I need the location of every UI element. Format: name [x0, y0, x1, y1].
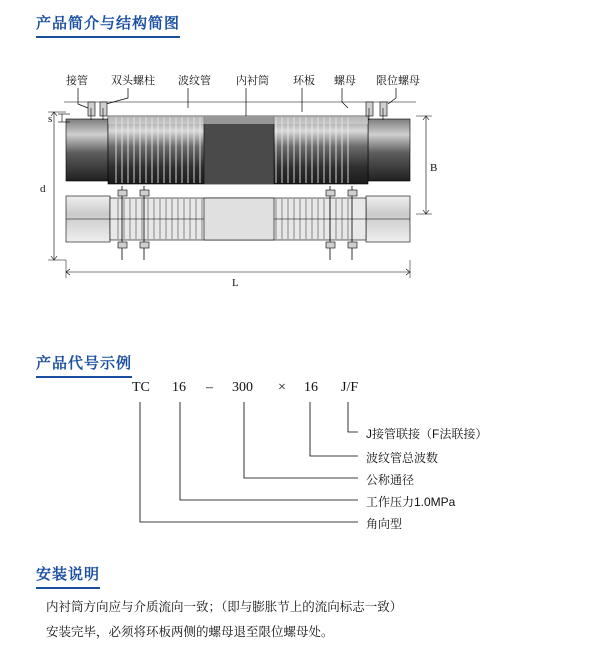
code-legend-3: 工作压力1.0MPa: [366, 495, 456, 509]
callout-label-5: 螺母: [334, 75, 356, 87]
section-title-intro: [36, 12, 180, 38]
dim-label-B: B: [430, 162, 438, 174]
code-token-model: TC: [132, 380, 150, 395]
section-title-code-text: 产品代号示例: [36, 355, 133, 372]
section-title-install-text: 安装说明: [36, 566, 101, 583]
install-note-1: 安装完毕，必须将环板两侧的螺母退至限位螺母处。: [46, 624, 334, 639]
callout-label-6: 限位螺母: [376, 75, 420, 87]
install-note-0: 内衬筒方向应与介质流向一致；（即与膨胀节上的流向标志一致）: [46, 600, 403, 614]
code-leader-lines: [36, 380, 564, 545]
section-title-install: [36, 563, 100, 589]
callout-label-1: 双头螺柱: [111, 75, 155, 87]
section-title-code: [36, 352, 132, 378]
structure-diagram: [36, 64, 564, 294]
section-title-underline-3: [36, 587, 100, 589]
code-legend-2: 公称通径: [366, 473, 415, 487]
product-code-example: [36, 380, 564, 545]
install-notes: [46, 598, 566, 648]
callout-label-3: 内衬筒: [236, 75, 269, 87]
section-title-intro-text: 产品简介与结构简图: [36, 15, 181, 32]
code-legend-1: 波纹管总波数: [366, 451, 439, 465]
callout-label-2: 波纹管: [178, 75, 211, 87]
code-token-diameter: 300: [232, 380, 253, 395]
code-legend-0: J接管联接（F法联接）: [366, 427, 488, 441]
diagram-callout-labels: [66, 73, 420, 87]
upper-left-studs: [88, 102, 107, 120]
code-token-connect: J/F: [341, 380, 359, 395]
dim-label-L: L: [232, 277, 239, 289]
code-token-pressure: 16: [172, 380, 186, 395]
code-token-dash: –: [206, 380, 213, 395]
callout-label-4: 环板: [293, 75, 315, 87]
code-token-times: ×: [278, 380, 286, 395]
code-token-waves: 16: [304, 380, 318, 395]
section-title-underline: [36, 36, 180, 38]
callout-label-0: 接管: [66, 75, 88, 87]
dim-label-s: s: [48, 113, 53, 125]
code-legend-4: 角向型: [366, 517, 403, 531]
section-title-underline-2: [36, 376, 132, 378]
dim-label-d: d: [40, 183, 46, 195]
diagram-lower-view: [66, 186, 410, 289]
upper-right-studs: [366, 102, 387, 120]
